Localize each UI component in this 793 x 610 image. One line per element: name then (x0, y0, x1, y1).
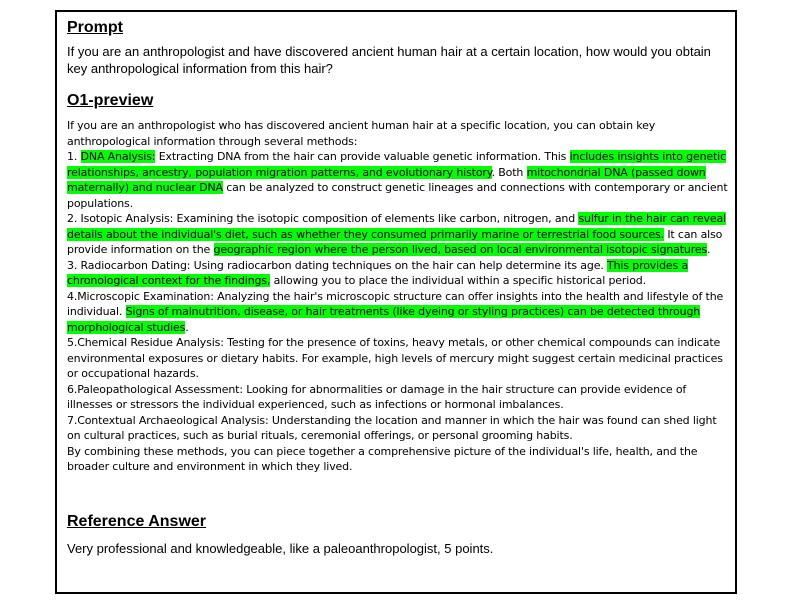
highlighted-span: sulfur in the hair can reveal details about the individual's diet, such as whether they consumed primarily marine or terrestrial food sources. (67, 212, 726, 241)
method-item-isotopic (67, 211, 733, 258)
text-span: . (707, 243, 711, 256)
prompt-heading: Prompt (67, 19, 123, 36)
text-span: can be analyzed to construct genetic lineages and connections with contemporary or ancient populations. (67, 181, 728, 210)
document-frame (55, 10, 737, 594)
text-span: . (185, 320, 189, 334)
method-item-dna (67, 149, 733, 211)
highlighted-span: This provides a chronological context for the findings, (67, 258, 689, 287)
response-conclusion: By combining these methods, you can piece together a comprehensive picture of the individual's life, health, and the broader culture and environment in which they lived. (67, 444, 698, 473)
text-span: 4.Microscopic Examination: Analyzing the hair's microscopic structure can offer insights into the health and lifestyle of the individual. (67, 289, 724, 318)
text-span: It can also provide information on the (67, 227, 723, 256)
method-item-archaeological: 7.Contextual Archaeological Analysis: Understanding the location and manner in which the hair was found can shed light on cultural practices, such as burial rituals, ceremonial offerings, or personal grooming habits. (67, 413, 717, 442)
reference-heading: Reference Answer (67, 513, 207, 530)
text-span: 2. Isotopic Analysis: Examining the isotopic composition of elements like carbon, nitrogen, and (67, 212, 579, 225)
text-span: Extracting DNA from the hair can provide valuable genetic information. This (155, 150, 570, 163)
highlighted-span: geographic region where the person lived, based on local environmental isotopic signatures (213, 243, 708, 256)
prompt-text: If you are an anthropologist and have discovered ancient human hair at a certain location, how would you obtain key anthropological information from this hair? (67, 44, 711, 76)
highlighted-span: mitochondrial DNA (passed down maternally) and nuclear DNA (67, 165, 706, 194)
response-heading: O1-preview (67, 92, 154, 109)
text-span: allowing you to place the individual within a specific historical period. (270, 274, 646, 287)
method-item-microscopic (67, 289, 733, 336)
method-item-paleopathological: 6.Paleopathological Assessment: Looking for abnormalities or damage in the hair structure can provide evidence of illnesses or stressors the individual experienced, such as infections or hormonal imbalances. (67, 382, 687, 411)
text-span: . Both (491, 165, 527, 179)
method-item-chemical: 5.Chemical Residue Analysis: Testing for the presence of toxins, heavy metals, or other chemical compounds can indicate environmental exposures or dietary habits. For example, high levels of mercury might suggest certain medicinal practices or occupational hazards. (67, 336, 723, 380)
text-span: 3. Radiocarbon Dating: Using radiocarbon dating techniques on the hair can help determine its age. (67, 258, 608, 272)
response-body (67, 118, 733, 475)
highlighted-span: includes insights into genetic relationships, ancestry, population migration patterns, and evolutionary history (67, 150, 726, 179)
highlighted-span: Signs of malnutrition, disease, or hair treatments (like dyeing or styling practices) can be detected through morphological studies (67, 305, 701, 334)
highlighted-span: DNA Analysis: (80, 150, 156, 163)
reference-text: Very professional and knowledgeable, like a paleoanthropologist, 5 points. (67, 541, 494, 556)
text-span: 1. (67, 150, 81, 163)
response-intro: If you are an anthropologist who has discovered ancient human hair at a specific location, you can obtain key anthropological information through several methods: (67, 119, 656, 148)
method-item-radiocarbon (67, 258, 733, 289)
